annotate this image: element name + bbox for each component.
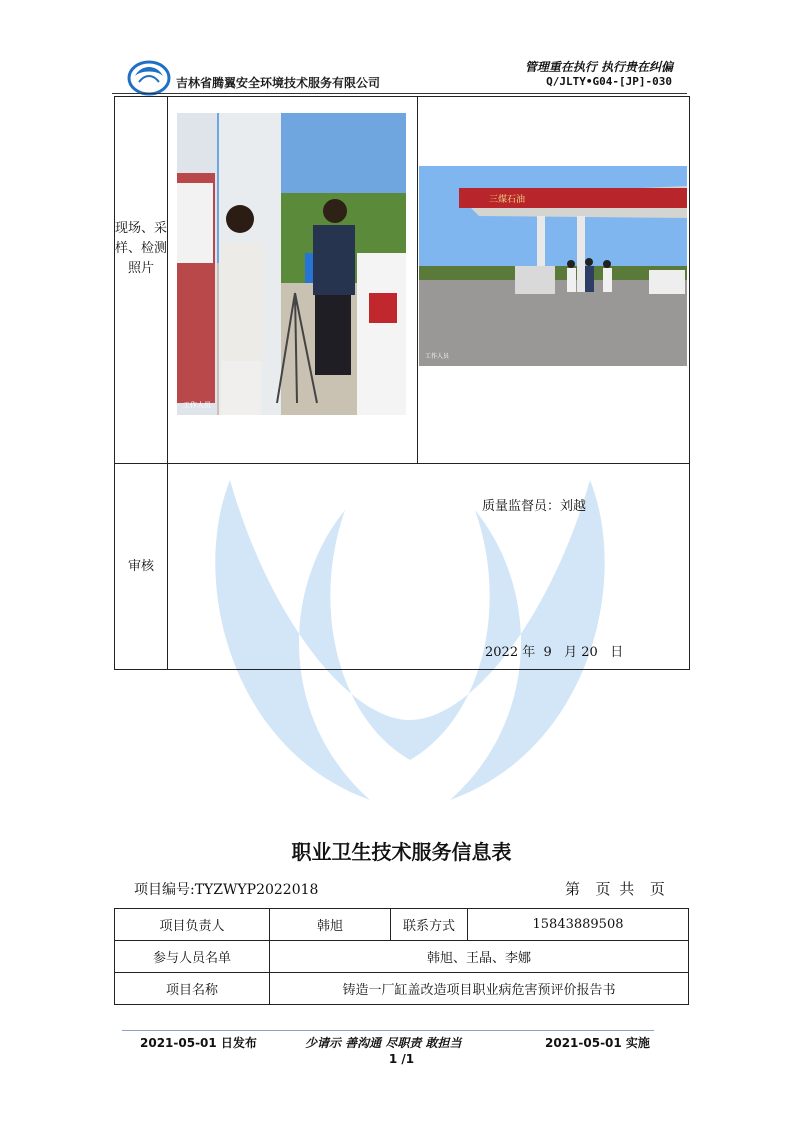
project-name-value: 铸造一厂缸盖改造项目职业病危害预评价报告书 — [270, 973, 689, 1005]
station-sign: 三煤石油 — [489, 195, 526, 205]
project-number: 项目编号:TYZWYP2022018 — [134, 882, 319, 898]
company-logo-icon — [127, 56, 171, 96]
site-sampling-photo-2 — [419, 166, 687, 366]
page-count-label: 第 页 共 页 — [565, 880, 667, 898]
photo-timestamp: 工作人员 — [183, 401, 211, 409]
table-row — [115, 909, 689, 941]
project-name-label: 项目名称 — [115, 973, 270, 1005]
info-sheet-title: 职业卫生技术服务信息表 — [291, 840, 512, 864]
review-row-label: 审核 — [127, 559, 154, 574]
effective-date: 2021-05-01 实施 — [545, 1036, 650, 1050]
site-sampling-photo-1 — [177, 113, 406, 415]
members-label: 参与人员名单 — [115, 941, 270, 973]
photo-timestamp: 工作人员 — [425, 353, 450, 360]
sampling-photo-table — [114, 96, 690, 670]
company-name: 吉林省腾翼安全环境技术服务有限公司 — [176, 76, 381, 90]
members-value: 韩旭、王晶、李娜 — [270, 941, 689, 973]
table-row — [115, 941, 689, 973]
table-row — [115, 973, 689, 1005]
document-code: Q/JLTY•G04-[JP]-030 — [546, 75, 672, 88]
header-slogan: 管理重在执行 执行贵在纠偏 — [524, 60, 673, 74]
page-number: 1 /1 — [388, 1052, 415, 1066]
contact-value: 15843889508 — [468, 909, 689, 941]
table-column-divider — [167, 97, 168, 669]
footer-motto: 少请示 善沟通 尽职责 敢担当 — [305, 1036, 462, 1050]
table-column-divider — [417, 97, 418, 463]
project-info-table — [114, 908, 689, 1005]
issue-date: 2021-05-01 日发布 — [140, 1036, 257, 1050]
header-divider — [112, 93, 687, 94]
footer-divider — [122, 1030, 654, 1031]
project-leader-value: 韩旭 — [270, 909, 391, 941]
project-leader-label: 项目负责人 — [115, 909, 270, 941]
quality-supervisor: 质量监督员：刘越 — [482, 499, 587, 514]
table-row-divider — [115, 463, 689, 464]
contact-label: 联系方式 — [391, 909, 468, 941]
review-date: 2022 年 9 月 20 日 — [485, 645, 624, 660]
photo-row-label: 现场、采样、检测照片 — [115, 221, 168, 276]
